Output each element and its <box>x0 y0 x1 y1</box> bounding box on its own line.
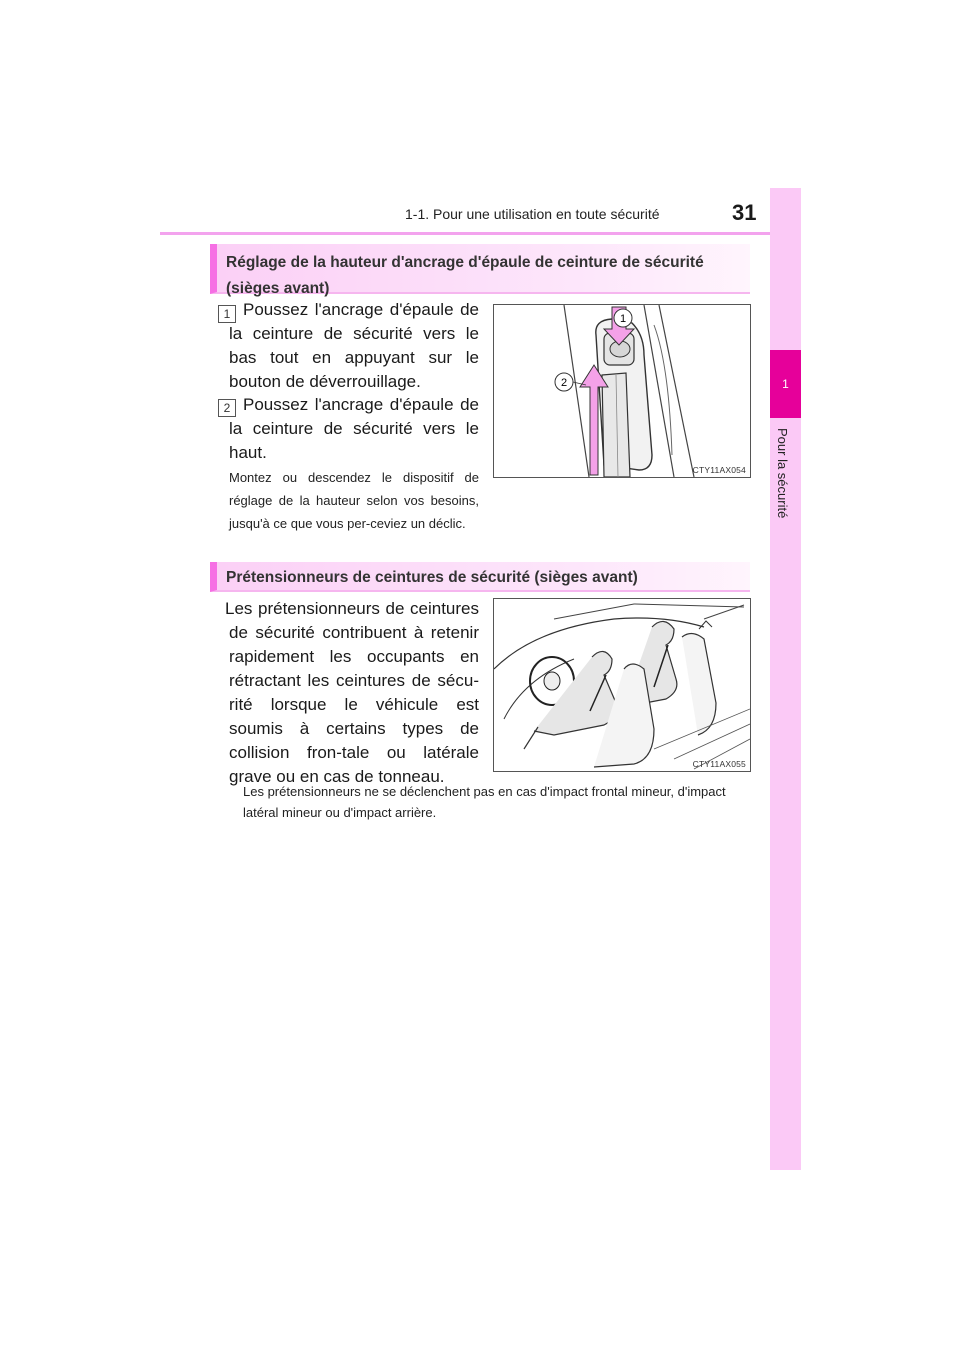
figure-pretensioners <box>493 598 751 772</box>
callout-2: 2 <box>560 377 568 389</box>
pretensioner-note: Les prétensionneurs ne se déclenchent pas en cas d'impact frontal mineur, d'impact latéral mineur ou d'impact arrière. <box>243 784 726 820</box>
step-note: Montez ou descendez le dispositif de réglage de la hauteur selon vos besoins, jusqu'à ce que vous per-ceviez un déclic. <box>229 470 479 531</box>
figure-code: CTY11AX054 <box>692 465 746 475</box>
step-number-2: 2 <box>218 399 236 417</box>
figure-code: CTY11AX055 <box>692 759 746 769</box>
page-number: 31 <box>732 200 757 225</box>
header-rule <box>160 232 801 235</box>
running-header: 1-1. Pour une utilisation en toute sécurité <box>405 206 660 222</box>
pretensioner-body: Les prétensionneurs de ceintures de sécurité contribuent à retenir rapidement les occupants en rétractant les ceintures de sécu-rité lorsque le véhicule est soumis à certains types de collision fron-tale ou latérale grave ou en cas de tonneau. <box>225 599 479 786</box>
callout-1: 1 <box>619 313 627 325</box>
step-text-2: Poussez l'ancrage d'épaule de la ceinture de sécurité vers le haut. <box>229 395 479 462</box>
chapter-tab <box>770 350 801 418</box>
step-number-1: 1 <box>218 305 236 323</box>
section-title: Réglage de la hauteur d'ancrage d'épaule de ceinture de sécurité (sièges avant) <box>226 254 704 297</box>
figure-shoulder-anchor <box>493 304 751 478</box>
section-title: Prétensionneurs de ceintures de sécurité (sièges avant) <box>226 569 638 586</box>
section-heading-pretensioners <box>210 562 750 592</box>
side-strip <box>770 188 801 1170</box>
step-text-1: Poussez l'ancrage d'épaule de la ceinture de sécurité vers le bas tout en appuyant sur le bouton de déverrouillage. <box>229 300 479 391</box>
chapter-number: 1 <box>782 377 789 391</box>
section-heading-anchor-height <box>210 244 750 297</box>
car-interior-illustration <box>494 599 750 771</box>
chapter-label: Pour la sécurité <box>775 428 790 519</box>
shoulder-anchor-illustration <box>494 305 750 477</box>
